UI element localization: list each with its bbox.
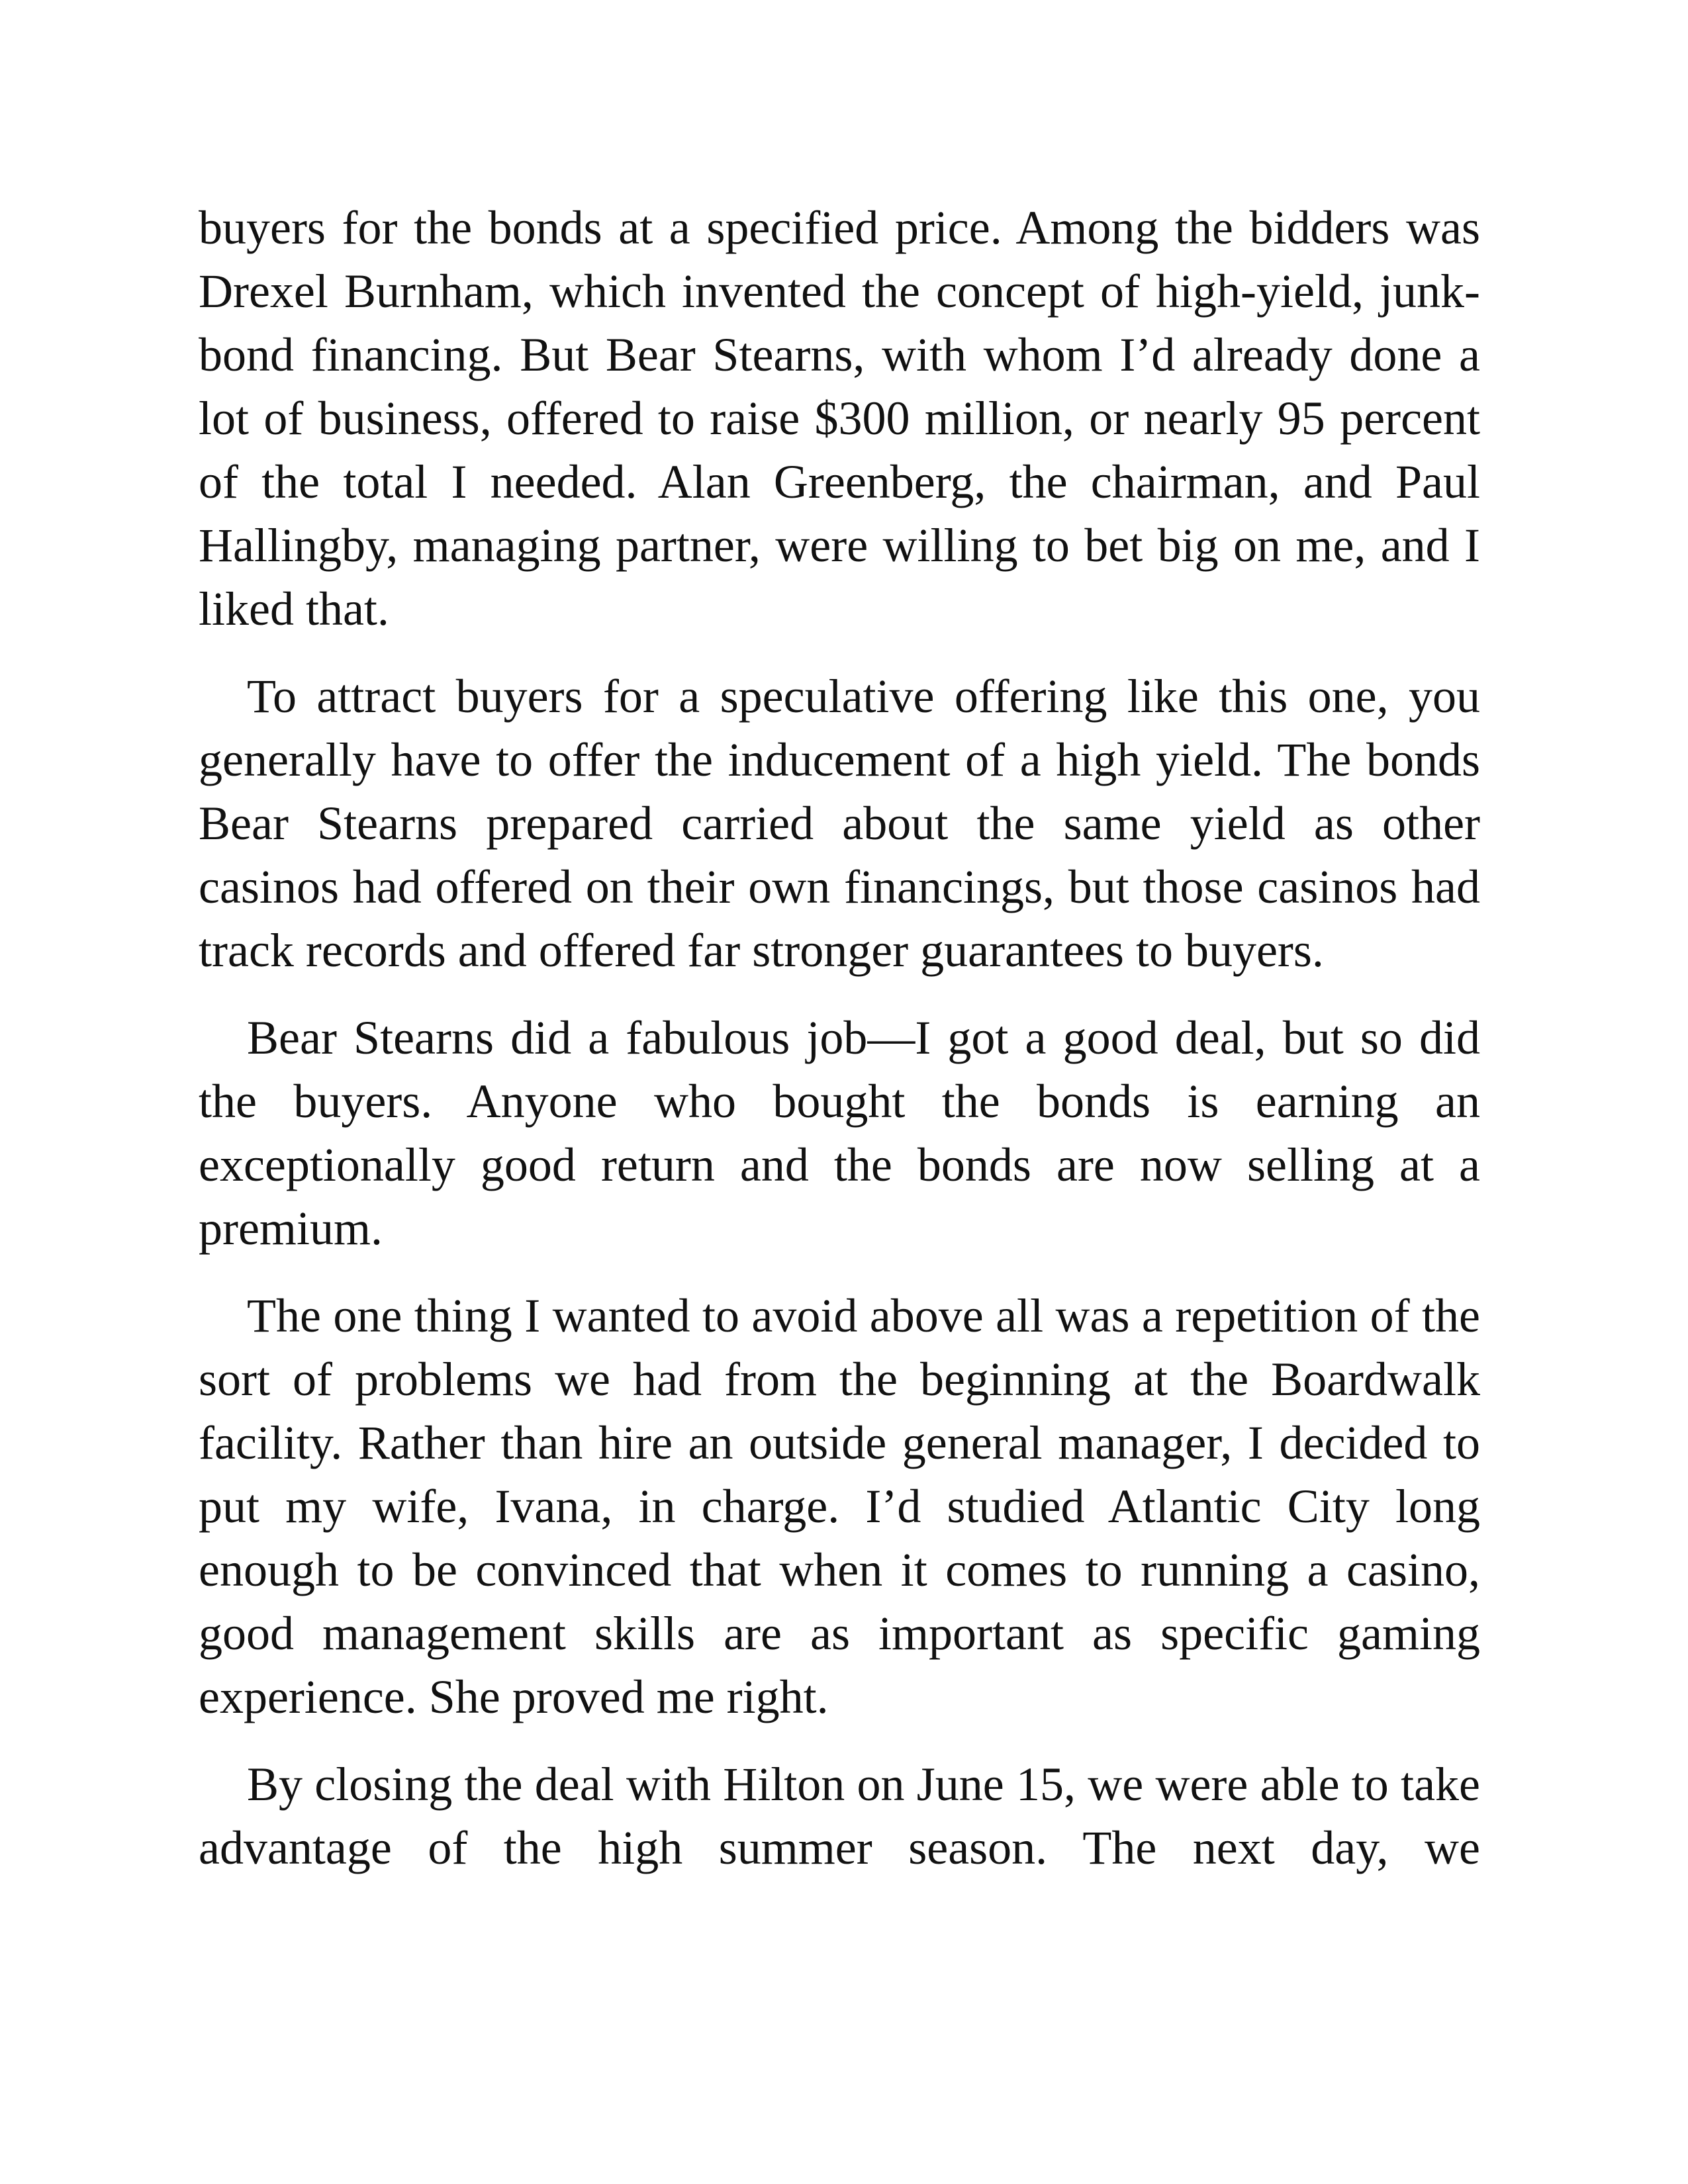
paragraph-continued: buyers for the bonds at a specified price. Among the bidders was Drexel Burnham, which invented the concept of high-yield, junk-bond financing. But Bear Stearns, with whom I’d already done a lot of business, offered to raise $300 million, or nearly 95 percent of the total I needed. Alan Greenberg, the chairman, and Paul Hallingby, managing partner, were willing to bet big on me, and I liked that.: [199, 201, 1480, 635]
paragraph-ivana-in-charge: The one thing I wanted to avoid above all was a repetition of the sort of problems we had from the beginning at the Boardwalk facility. Rather than hire an outside general manager, I decided to put my wife, Ivana, in charge. I’d studied Atlantic City long enough to be convinced that when it comes to running a casino, good management skills are as important as specific gaming experience. She proved me right.: [199, 1289, 1480, 1723]
paragraph-bond-yield: To attract buyers for a speculative offering like this one, you generally have to offer the inducement of a high yield. The bonds Bear Stearns prepared carried about the same yield as other casinos had offered on their own financings, but those casinos had track records and offered far stronger guarantees to buyers.: [199, 670, 1480, 977]
paragraph-bear-stearns: Bear Stearns did a fabulous job—I got a good deal, but so did the buyers. Anyone who bought the bonds is earning an exceptionally good return and the bonds are now selling at a premium.: [199, 1011, 1480, 1255]
page-body-text: [199, 196, 1480, 1903]
paragraph-hilton-deal: By closing the deal with Hilton on June 15, we were able to take advantage of the high summer season. The next day, we: [199, 1758, 1480, 1874]
